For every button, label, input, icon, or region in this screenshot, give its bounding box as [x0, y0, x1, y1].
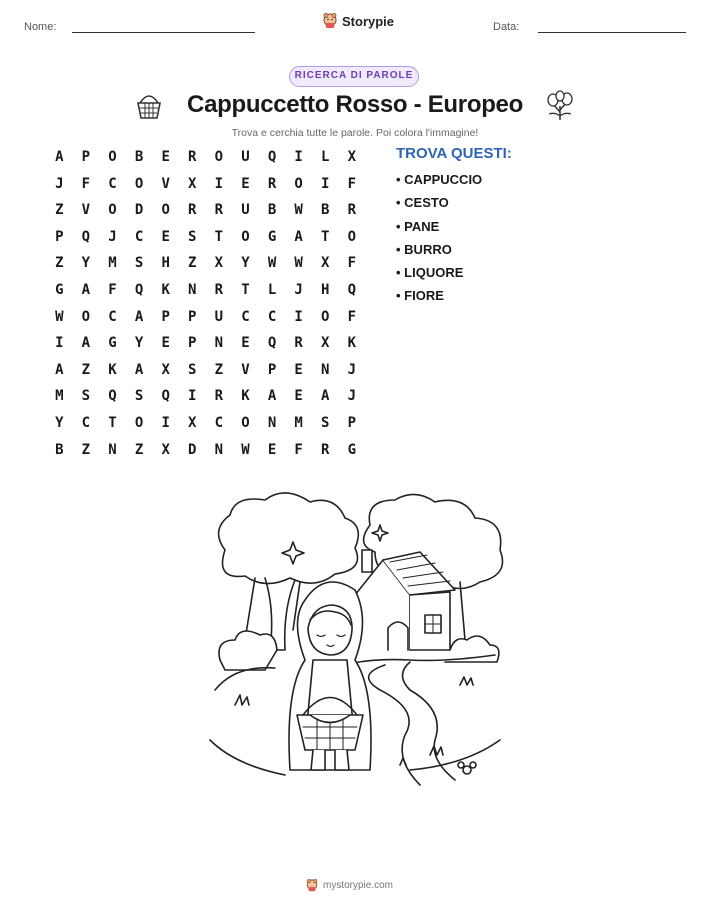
grid-letter[interactable]: M [108, 255, 117, 272]
grid-letter[interactable]: P [161, 308, 170, 325]
coloring-illustration [205, 490, 525, 790]
grid-letter[interactable]: F [347, 308, 357, 325]
grid-letter[interactable]: Z [55, 202, 64, 219]
grid-letter[interactable]: H [161, 255, 170, 272]
grid-letter[interactable]: Q [267, 149, 277, 165]
grid-letter[interactable]: A [55, 149, 64, 165]
grid-letter[interactable]: H [321, 281, 330, 298]
grid-letter[interactable]: U [214, 308, 224, 325]
grid-letter[interactable]: F [108, 281, 117, 298]
grid-letter[interactable]: I [55, 335, 64, 352]
word-list-item: • PANE [396, 218, 440, 234]
grid-letter[interactable]: O [214, 149, 224, 165]
grid-letter[interactable]: X [161, 361, 170, 378]
grid-letter[interactable]: T [108, 414, 117, 431]
grid-letter[interactable]: C [81, 414, 91, 431]
word-search-grid [46, 146, 365, 465]
grid-letter[interactable]: I [214, 175, 224, 192]
grid-letter[interactable]: F [81, 175, 91, 192]
grid-letter[interactable]: X [321, 255, 330, 272]
word-list-item: • BURRO [396, 241, 452, 257]
grid-letter[interactable]: Q [347, 281, 357, 298]
grid-letter[interactable]: R [188, 202, 197, 219]
grid-letter[interactable]: W [294, 255, 303, 272]
grid-letter[interactable]: R [321, 441, 330, 458]
grid-letter[interactable]: E [294, 361, 303, 378]
footer [306, 879, 393, 892]
grid-letter[interactable]: S [188, 228, 197, 245]
grid-letter[interactable]: R [214, 388, 224, 405]
grid-letter[interactable]: E [161, 228, 170, 245]
grid-letter[interactable]: W [294, 202, 303, 219]
grid-letter[interactable]: F [294, 441, 303, 458]
grid-letter[interactable]: O [294, 175, 303, 192]
grid-letter[interactable]: A [81, 281, 91, 298]
grid-letter[interactable]: A [134, 308, 144, 325]
grid-letter[interactable]: C [134, 228, 144, 245]
grid-letter[interactable]: G [267, 228, 277, 245]
grid-letter[interactable]: X [347, 149, 357, 165]
grid-letter[interactable]: Z [81, 361, 91, 378]
grid-letter[interactable]: C [241, 308, 250, 325]
grid-letter[interactable]: W [267, 255, 277, 272]
grid-letter[interactable]: A [267, 388, 277, 405]
grid-letter[interactable]: O [134, 175, 144, 192]
grid-letter[interactable]: Z [55, 255, 64, 272]
grid-letter[interactable]: E [241, 335, 250, 352]
name-field-line [72, 32, 255, 33]
grid-letter[interactable]: S [81, 388, 91, 405]
grid-letter[interactable]: N [108, 441, 117, 458]
grid-letter[interactable]: I [294, 149, 303, 165]
grid-letter[interactable]: O [108, 149, 117, 165]
grid-letter[interactable]: Z [81, 441, 91, 458]
grid-letter[interactable]: W [55, 308, 64, 325]
grid-letter[interactable]: R [347, 202, 357, 219]
grid-letter[interactable]: R [214, 202, 224, 219]
grid-letter[interactable]: P [81, 149, 91, 165]
grid-letter[interactable]: N [321, 361, 330, 378]
grid-letter[interactable]: O [321, 308, 330, 325]
grid-letter[interactable]: Q [108, 388, 117, 405]
grid-letter[interactable]: N [267, 414, 277, 431]
grid-letter[interactable]: B [321, 202, 330, 219]
grid-letter[interactable]: A [81, 335, 91, 352]
grid-letter[interactable]: L [321, 149, 330, 165]
grid-letter[interactable]: Q [161, 388, 170, 405]
grid-letter[interactable]: C [108, 175, 117, 192]
grid-letter[interactable]: O [347, 228, 357, 245]
grid-letter[interactable]: S [188, 361, 197, 378]
grid-letter[interactable]: T [321, 228, 330, 245]
grid-letter[interactable]: J [55, 175, 64, 192]
grid-letter[interactable]: B [55, 441, 64, 458]
grid-letter[interactable]: E [267, 441, 277, 458]
grid-letter[interactable]: P [188, 308, 197, 325]
word-list-title: TROVA QUESTI: [396, 145, 512, 162]
grid-letter[interactable]: Z [214, 361, 224, 378]
grid-letter[interactable]: V [241, 361, 250, 378]
page-title: Cappuccetto Rosso - Europeo [187, 91, 523, 118]
word-list-item: • CESTO [396, 195, 449, 211]
grid-letter[interactable]: Y [55, 414, 64, 431]
grid-letter[interactable]: K [108, 361, 117, 378]
grid-letter[interactable]: J [347, 361, 357, 378]
grid-letter[interactable]: P [55, 228, 64, 245]
grid-letter[interactable]: N [188, 281, 197, 298]
grid-letter[interactable]: D [188, 441, 197, 458]
grid-letter[interactable]: S [134, 388, 144, 405]
grid-letter[interactable]: O [161, 202, 170, 219]
brand-name: Storypie [342, 13, 395, 29]
grid-letter[interactable]: U [241, 202, 250, 219]
grid-letter[interactable]: Z [188, 255, 197, 272]
grid-letter[interactable]: X [188, 175, 197, 192]
grid-letter[interactable]: R [214, 281, 224, 298]
grid-letter[interactable]: P [347, 414, 357, 431]
grid-letter[interactable]: S [134, 255, 144, 272]
grid-letter[interactable]: F [347, 175, 357, 192]
grid-letter[interactable]: C [108, 308, 117, 325]
grid-letter[interactable]: I [321, 175, 330, 192]
grid-letter[interactable]: M [294, 414, 303, 431]
grid-letter[interactable]: J [108, 228, 117, 245]
grid-letter[interactable]: J [347, 388, 357, 405]
grid-letter[interactable]: N [214, 335, 224, 352]
grid-letter[interactable]: C [267, 308, 277, 325]
grid-letter[interactable]: M [55, 388, 64, 405]
grid-letter[interactable]: Y [241, 255, 250, 272]
grid-letter[interactable]: U [241, 149, 250, 165]
grid-letter[interactable]: R [267, 175, 277, 192]
date-field-line [538, 32, 686, 33]
grid-letter[interactable]: K [347, 335, 357, 352]
grid-letter[interactable]: X [188, 414, 197, 431]
brand-header [323, 13, 394, 29]
grid-letter[interactable]: R [294, 335, 303, 352]
word-list-item: • LIQUORE [396, 265, 464, 281]
grid-letter[interactable]: O [241, 228, 250, 245]
date-label: Data: [493, 21, 520, 33]
grid-letter[interactable]: Q [81, 228, 91, 245]
grid-letter[interactable]: X [321, 335, 330, 352]
grid-letter[interactable]: S [321, 414, 330, 431]
grid-letter[interactable]: A [294, 228, 303, 245]
grid-letter[interactable]: E [161, 335, 170, 352]
storypie-logo-icon [323, 13, 337, 29]
grid-letter[interactable]: C [214, 414, 224, 431]
grid-letter[interactable]: Z [134, 441, 144, 458]
grid-letter[interactable]: E [241, 175, 250, 192]
grid-letter[interactable]: O [81, 308, 91, 325]
grid-letter[interactable]: X [161, 441, 170, 458]
grid-letter[interactable]: E [294, 388, 303, 405]
grid-letter[interactable]: A [134, 361, 144, 378]
basket-icon [135, 91, 163, 121]
word-list [396, 171, 482, 311]
grid-letter[interactable]: P [267, 361, 277, 378]
grid-letter[interactable]: Y [134, 335, 144, 352]
grid-letter[interactable]: A [55, 361, 64, 378]
grid-letter[interactable]: G [347, 441, 357, 458]
grid-letter[interactable]: N [214, 441, 224, 458]
grid-letter[interactable]: R [188, 149, 197, 165]
activity-badge: RICERCA DI PAROLE [289, 66, 419, 87]
grid-letter[interactable]: V [81, 202, 91, 219]
word-list-item: • CAPPUCCIO [396, 172, 483, 187]
grid-letter[interactable]: A [321, 388, 330, 405]
grid-letter[interactable]: O [108, 202, 117, 219]
footer-link[interactable]: mystorypie.com [323, 880, 394, 891]
grid-letter[interactable]: K [241, 388, 250, 405]
grid-letter[interactable]: E [161, 149, 170, 165]
grid-letter[interactable]: Y [81, 255, 91, 272]
grid-letter[interactable]: P [188, 335, 197, 352]
grid-letter[interactable]: J [294, 281, 303, 298]
grid-letter[interactable]: G [55, 281, 64, 298]
grid-letter[interactable]: G [108, 335, 117, 352]
grid-letter[interactable]: Q [267, 335, 277, 352]
grid-letter[interactable]: T [241, 281, 250, 298]
grid-letter[interactable]: B [267, 202, 277, 219]
grid-letter[interactable]: Q [134, 281, 144, 298]
storypie-logo-icon [306, 879, 318, 892]
grid-letter[interactable]: W [241, 441, 250, 458]
name-label: Nome: [24, 21, 57, 33]
grid-letter[interactable]: B [134, 149, 144, 165]
word-list-item: • FIORE [396, 288, 444, 304]
grid-letter[interactable]: X [214, 255, 224, 272]
grid-letter[interactable]: D [134, 202, 144, 219]
grid-letter[interactable]: I [294, 308, 303, 325]
instructions: Trova e cerchia tutte le parole. Poi colora l'immagine! [231, 127, 479, 139]
grid-letter[interactable]: T [214, 228, 224, 245]
grid-letter[interactable]: O [241, 414, 250, 431]
grid-letter[interactable]: L [267, 281, 277, 298]
grid-letter[interactable]: O [134, 414, 144, 431]
grid-letter[interactable]: K [161, 281, 170, 298]
grid-letter[interactable]: I [188, 388, 197, 405]
grid-letter[interactable]: I [161, 414, 170, 431]
grid-letter[interactable]: V [161, 175, 170, 192]
grid-letter[interactable]: F [347, 255, 357, 272]
